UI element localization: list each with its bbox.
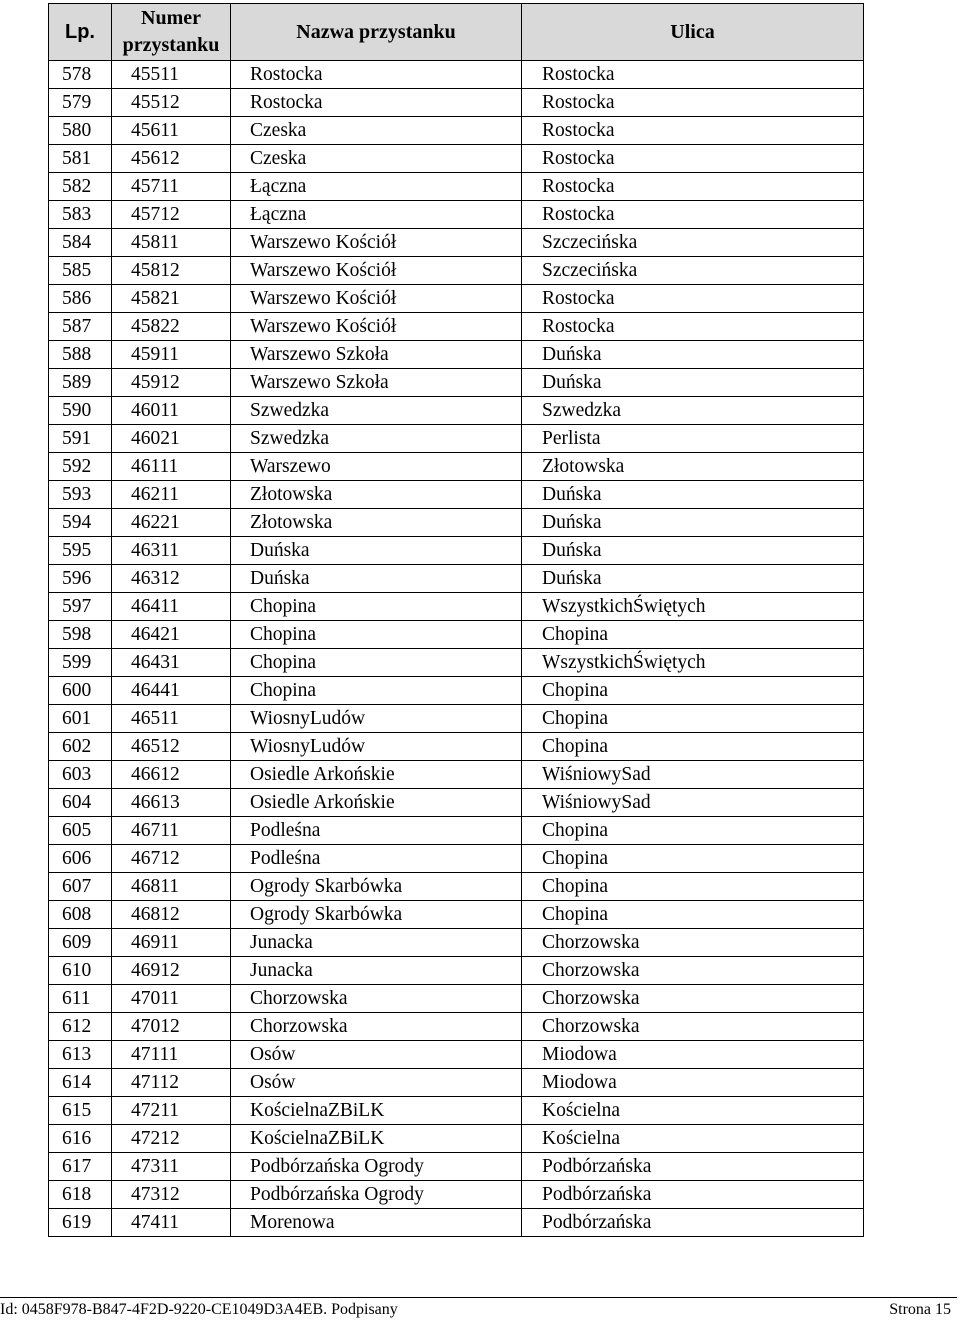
row-numer: 45711 bbox=[112, 173, 231, 201]
row-lp: 596 bbox=[49, 565, 112, 593]
row-nazwa: Łączna bbox=[231, 201, 522, 229]
table-row bbox=[49, 397, 864, 425]
table-row bbox=[49, 313, 864, 341]
header-lp: Lp. bbox=[49, 4, 112, 61]
row-lp: 595 bbox=[49, 537, 112, 565]
row-numer: 45612 bbox=[112, 145, 231, 173]
table-row bbox=[49, 173, 864, 201]
header-nazwa-przystanku: Nazwa przystanku bbox=[231, 4, 522, 61]
page-number: Strona 15 bbox=[889, 1301, 951, 1318]
row-nazwa: Warszewo bbox=[231, 453, 522, 481]
row-nazwa: Rostocka bbox=[231, 61, 522, 89]
row-lp: 587 bbox=[49, 313, 112, 341]
row-lp: 612 bbox=[49, 1013, 112, 1041]
row-ulica: Szwedzka bbox=[522, 397, 864, 425]
row-lp: 606 bbox=[49, 845, 112, 873]
row-nazwa: Podleśna bbox=[231, 817, 522, 845]
row-numer: 46021 bbox=[112, 425, 231, 453]
row-lp: 604 bbox=[49, 789, 112, 817]
row-numer: 47012 bbox=[112, 1013, 231, 1041]
row-numer: 45911 bbox=[112, 341, 231, 369]
row-numer: 47311 bbox=[112, 1153, 231, 1181]
row-ulica: Chopina bbox=[522, 621, 864, 649]
row-numer: 46812 bbox=[112, 901, 231, 929]
table-row bbox=[49, 257, 864, 285]
row-ulica: Chopina bbox=[522, 817, 864, 845]
row-nazwa: Osów bbox=[231, 1041, 522, 1069]
table-row bbox=[49, 61, 864, 89]
row-lp: 609 bbox=[49, 929, 112, 957]
table-row bbox=[49, 537, 864, 565]
row-ulica: WszystkichŚwiętych bbox=[522, 649, 864, 677]
row-numer: 47111 bbox=[112, 1041, 231, 1069]
row-lp: 590 bbox=[49, 397, 112, 425]
table-body bbox=[49, 61, 864, 1237]
row-numer: 45511 bbox=[112, 61, 231, 89]
table-row bbox=[49, 621, 864, 649]
row-ulica: WszystkichŚwiętych bbox=[522, 593, 864, 621]
row-ulica: WiśniowySad bbox=[522, 761, 864, 789]
row-ulica: Chopina bbox=[522, 705, 864, 733]
table-row bbox=[49, 873, 864, 901]
row-nazwa: Rostocka bbox=[231, 89, 522, 117]
row-numer: 46512 bbox=[112, 733, 231, 761]
row-nazwa: Osiedle Arkońskie bbox=[231, 789, 522, 817]
row-numer: 46711 bbox=[112, 817, 231, 845]
table-row bbox=[49, 229, 864, 257]
row-nazwa: Warszewo Kościół bbox=[231, 313, 522, 341]
row-lp: 614 bbox=[49, 1069, 112, 1097]
row-numer: 46911 bbox=[112, 929, 231, 957]
row-numer: 46411 bbox=[112, 593, 231, 621]
row-numer: 46441 bbox=[112, 677, 231, 705]
row-ulica: Chopina bbox=[522, 677, 864, 705]
row-lp: 588 bbox=[49, 341, 112, 369]
row-numer: 47411 bbox=[112, 1209, 231, 1237]
row-nazwa: Junacka bbox=[231, 929, 522, 957]
row-ulica: Miodowa bbox=[522, 1069, 864, 1097]
table-row bbox=[49, 369, 864, 397]
row-ulica: Duńska bbox=[522, 537, 864, 565]
table-row bbox=[49, 565, 864, 593]
table-row bbox=[49, 705, 864, 733]
row-numer: 47011 bbox=[112, 985, 231, 1013]
table-row bbox=[49, 817, 864, 845]
row-ulica: WiśniowySad bbox=[522, 789, 864, 817]
row-nazwa: Złotowska bbox=[231, 481, 522, 509]
table-row bbox=[49, 1013, 864, 1041]
row-numer: 47312 bbox=[112, 1181, 231, 1209]
row-lp: 592 bbox=[49, 453, 112, 481]
table-row bbox=[49, 761, 864, 789]
header-ulica: Ulica bbox=[522, 4, 864, 61]
row-nazwa: Chopina bbox=[231, 677, 522, 705]
row-lp: 585 bbox=[49, 257, 112, 285]
table-row bbox=[49, 1209, 864, 1237]
row-numer: 47211 bbox=[112, 1097, 231, 1125]
table-row bbox=[49, 285, 864, 313]
table-row bbox=[49, 1181, 864, 1209]
header-numer-przystanku bbox=[112, 4, 231, 61]
row-ulica: Duńska bbox=[522, 341, 864, 369]
row-lp: 581 bbox=[49, 145, 112, 173]
row-numer: 46311 bbox=[112, 537, 231, 565]
table-row bbox=[49, 1069, 864, 1097]
row-nazwa: Duńska bbox=[231, 537, 522, 565]
row-nazwa: KościelnaZBiLK bbox=[231, 1097, 522, 1125]
row-lp: 593 bbox=[49, 481, 112, 509]
table-row bbox=[49, 509, 864, 537]
row-ulica: Perlista bbox=[522, 425, 864, 453]
table-row bbox=[49, 985, 864, 1013]
table-row bbox=[49, 453, 864, 481]
row-ulica: Duńska bbox=[522, 481, 864, 509]
row-nazwa: Osów bbox=[231, 1069, 522, 1097]
row-numer: 45611 bbox=[112, 117, 231, 145]
row-nazwa: Złotowska bbox=[231, 509, 522, 537]
row-ulica: Rostocka bbox=[522, 145, 864, 173]
table-header-row bbox=[49, 4, 864, 61]
table-row bbox=[49, 481, 864, 509]
row-ulica: Chorzowska bbox=[522, 985, 864, 1013]
page-footer bbox=[0, 1297, 957, 1318]
row-ulica: Duńska bbox=[522, 565, 864, 593]
row-numer: 45812 bbox=[112, 257, 231, 285]
row-ulica: Duńska bbox=[522, 509, 864, 537]
row-nazwa: Warszewo Kościół bbox=[231, 229, 522, 257]
table-row bbox=[49, 957, 864, 985]
table-row bbox=[49, 901, 864, 929]
row-numer: 46111 bbox=[112, 453, 231, 481]
row-ulica: Kościelna bbox=[522, 1125, 864, 1153]
table-row bbox=[49, 593, 864, 621]
row-ulica: Chorzowska bbox=[522, 929, 864, 957]
row-numer: 46011 bbox=[112, 397, 231, 425]
row-lp: 605 bbox=[49, 817, 112, 845]
row-numer: 46712 bbox=[112, 845, 231, 873]
row-ulica: Rostocka bbox=[522, 89, 864, 117]
row-nazwa: Podbórzańska Ogrody bbox=[231, 1153, 522, 1181]
row-nazwa: Warszewo Kościół bbox=[231, 285, 522, 313]
row-numer: 46312 bbox=[112, 565, 231, 593]
row-nazwa: Chorzowska bbox=[231, 1013, 522, 1041]
row-lp: 608 bbox=[49, 901, 112, 929]
row-numer: 46431 bbox=[112, 649, 231, 677]
row-ulica: Chopina bbox=[522, 901, 864, 929]
row-nazwa: Podbórzańska Ogrody bbox=[231, 1181, 522, 1209]
row-nazwa: WiosnyLudów bbox=[231, 705, 522, 733]
row-lp: 586 bbox=[49, 285, 112, 313]
row-ulica: Rostocka bbox=[522, 201, 864, 229]
row-numer: 45512 bbox=[112, 89, 231, 117]
row-ulica: Podbórzańska bbox=[522, 1181, 864, 1209]
row-lp: 615 bbox=[49, 1097, 112, 1125]
row-nazwa: KościelnaZBiLK bbox=[231, 1125, 522, 1153]
row-numer: 45821 bbox=[112, 285, 231, 313]
row-ulica: Rostocka bbox=[522, 173, 864, 201]
table-row bbox=[49, 341, 864, 369]
row-lp: 598 bbox=[49, 621, 112, 649]
row-nazwa: Łączna bbox=[231, 173, 522, 201]
table-row bbox=[49, 89, 864, 117]
row-ulica: Rostocka bbox=[522, 285, 864, 313]
row-numer: 46221 bbox=[112, 509, 231, 537]
row-lp: 613 bbox=[49, 1041, 112, 1069]
row-ulica: Miodowa bbox=[522, 1041, 864, 1069]
row-numer: 47212 bbox=[112, 1125, 231, 1153]
row-numer: 46811 bbox=[112, 873, 231, 901]
row-numer: 47112 bbox=[112, 1069, 231, 1097]
row-numer: 46612 bbox=[112, 761, 231, 789]
table-row bbox=[49, 1125, 864, 1153]
row-lp: 616 bbox=[49, 1125, 112, 1153]
row-ulica: Kościelna bbox=[522, 1097, 864, 1125]
row-nazwa: WiosnyLudów bbox=[231, 733, 522, 761]
header-numer-line2: przystanku bbox=[122, 34, 220, 56]
row-lp: 603 bbox=[49, 761, 112, 789]
row-lp: 601 bbox=[49, 705, 112, 733]
row-nazwa: Osiedle Arkońskie bbox=[231, 761, 522, 789]
row-numer: 45811 bbox=[112, 229, 231, 257]
row-nazwa: Chopina bbox=[231, 621, 522, 649]
row-lp: 584 bbox=[49, 229, 112, 257]
stops-table bbox=[48, 3, 864, 1237]
row-numer: 46211 bbox=[112, 481, 231, 509]
row-numer: 46421 bbox=[112, 621, 231, 649]
table-row bbox=[49, 845, 864, 873]
row-ulica: Szczecińska bbox=[522, 229, 864, 257]
row-nazwa: Ogrody Skarbówka bbox=[231, 873, 522, 901]
row-ulica: Podbórzańska bbox=[522, 1209, 864, 1237]
row-lp: 617 bbox=[49, 1153, 112, 1181]
row-nazwa: Duńska bbox=[231, 565, 522, 593]
row-nazwa: Czeska bbox=[231, 145, 522, 173]
row-ulica: Chorzowska bbox=[522, 1013, 864, 1041]
row-nazwa: Szwedzka bbox=[231, 425, 522, 453]
row-lp: 618 bbox=[49, 1181, 112, 1209]
table-row bbox=[49, 649, 864, 677]
row-ulica: Rostocka bbox=[522, 117, 864, 145]
row-lp: 582 bbox=[49, 173, 112, 201]
row-nazwa: Chopina bbox=[231, 649, 522, 677]
row-lp: 602 bbox=[49, 733, 112, 761]
table-row bbox=[49, 929, 864, 957]
row-lp: 607 bbox=[49, 873, 112, 901]
table-row bbox=[49, 1041, 864, 1069]
row-nazwa: Junacka bbox=[231, 957, 522, 985]
row-lp: 610 bbox=[49, 957, 112, 985]
row-nazwa: Chopina bbox=[231, 593, 522, 621]
row-nazwa: Czeska bbox=[231, 117, 522, 145]
row-ulica: Chopina bbox=[522, 845, 864, 873]
row-numer: 45712 bbox=[112, 201, 231, 229]
row-nazwa: Warszewo Szkoła bbox=[231, 341, 522, 369]
row-lp: 597 bbox=[49, 593, 112, 621]
row-ulica: Chopina bbox=[522, 873, 864, 901]
table-row bbox=[49, 677, 864, 705]
document-id: Id: 0458F978-B847-4F2D-9220-CE1049D3A4EB. Podpisany bbox=[0, 1301, 398, 1318]
table-row bbox=[49, 145, 864, 173]
row-ulica: Szczecińska bbox=[522, 257, 864, 285]
table-row bbox=[49, 425, 864, 453]
row-lp: 600 bbox=[49, 677, 112, 705]
row-numer: 46613 bbox=[112, 789, 231, 817]
row-lp: 578 bbox=[49, 61, 112, 89]
row-nazwa: Chorzowska bbox=[231, 985, 522, 1013]
row-lp: 579 bbox=[49, 89, 112, 117]
row-nazwa: Warszewo Kościół bbox=[231, 257, 522, 285]
row-numer: 46912 bbox=[112, 957, 231, 985]
row-lp: 619 bbox=[49, 1209, 112, 1237]
row-numer: 45822 bbox=[112, 313, 231, 341]
row-lp: 583 bbox=[49, 201, 112, 229]
table-row bbox=[49, 733, 864, 761]
row-lp: 594 bbox=[49, 509, 112, 537]
row-ulica: Złotowska bbox=[522, 453, 864, 481]
row-lp: 599 bbox=[49, 649, 112, 677]
row-ulica: Chopina bbox=[522, 733, 864, 761]
row-numer: 46511 bbox=[112, 705, 231, 733]
row-numer: 45912 bbox=[112, 369, 231, 397]
row-ulica: Podbórzańska bbox=[522, 1153, 864, 1181]
row-nazwa: Morenowa bbox=[231, 1209, 522, 1237]
row-lp: 611 bbox=[49, 985, 112, 1013]
row-nazwa: Podleśna bbox=[231, 845, 522, 873]
header-numer-line1: Numer bbox=[141, 7, 201, 29]
table-row bbox=[49, 1097, 864, 1125]
row-lp: 580 bbox=[49, 117, 112, 145]
row-ulica: Rostocka bbox=[522, 61, 864, 89]
table-row bbox=[49, 789, 864, 817]
row-lp: 591 bbox=[49, 425, 112, 453]
table-row bbox=[49, 1153, 864, 1181]
row-nazwa: Ogrody Skarbówka bbox=[231, 901, 522, 929]
row-ulica: Chorzowska bbox=[522, 957, 864, 985]
table-row bbox=[49, 201, 864, 229]
row-lp: 589 bbox=[49, 369, 112, 397]
row-nazwa: Warszewo Szkoła bbox=[231, 369, 522, 397]
table-row bbox=[49, 117, 864, 145]
row-ulica: Rostocka bbox=[522, 313, 864, 341]
row-ulica: Duńska bbox=[522, 369, 864, 397]
row-nazwa: Szwedzka bbox=[231, 397, 522, 425]
